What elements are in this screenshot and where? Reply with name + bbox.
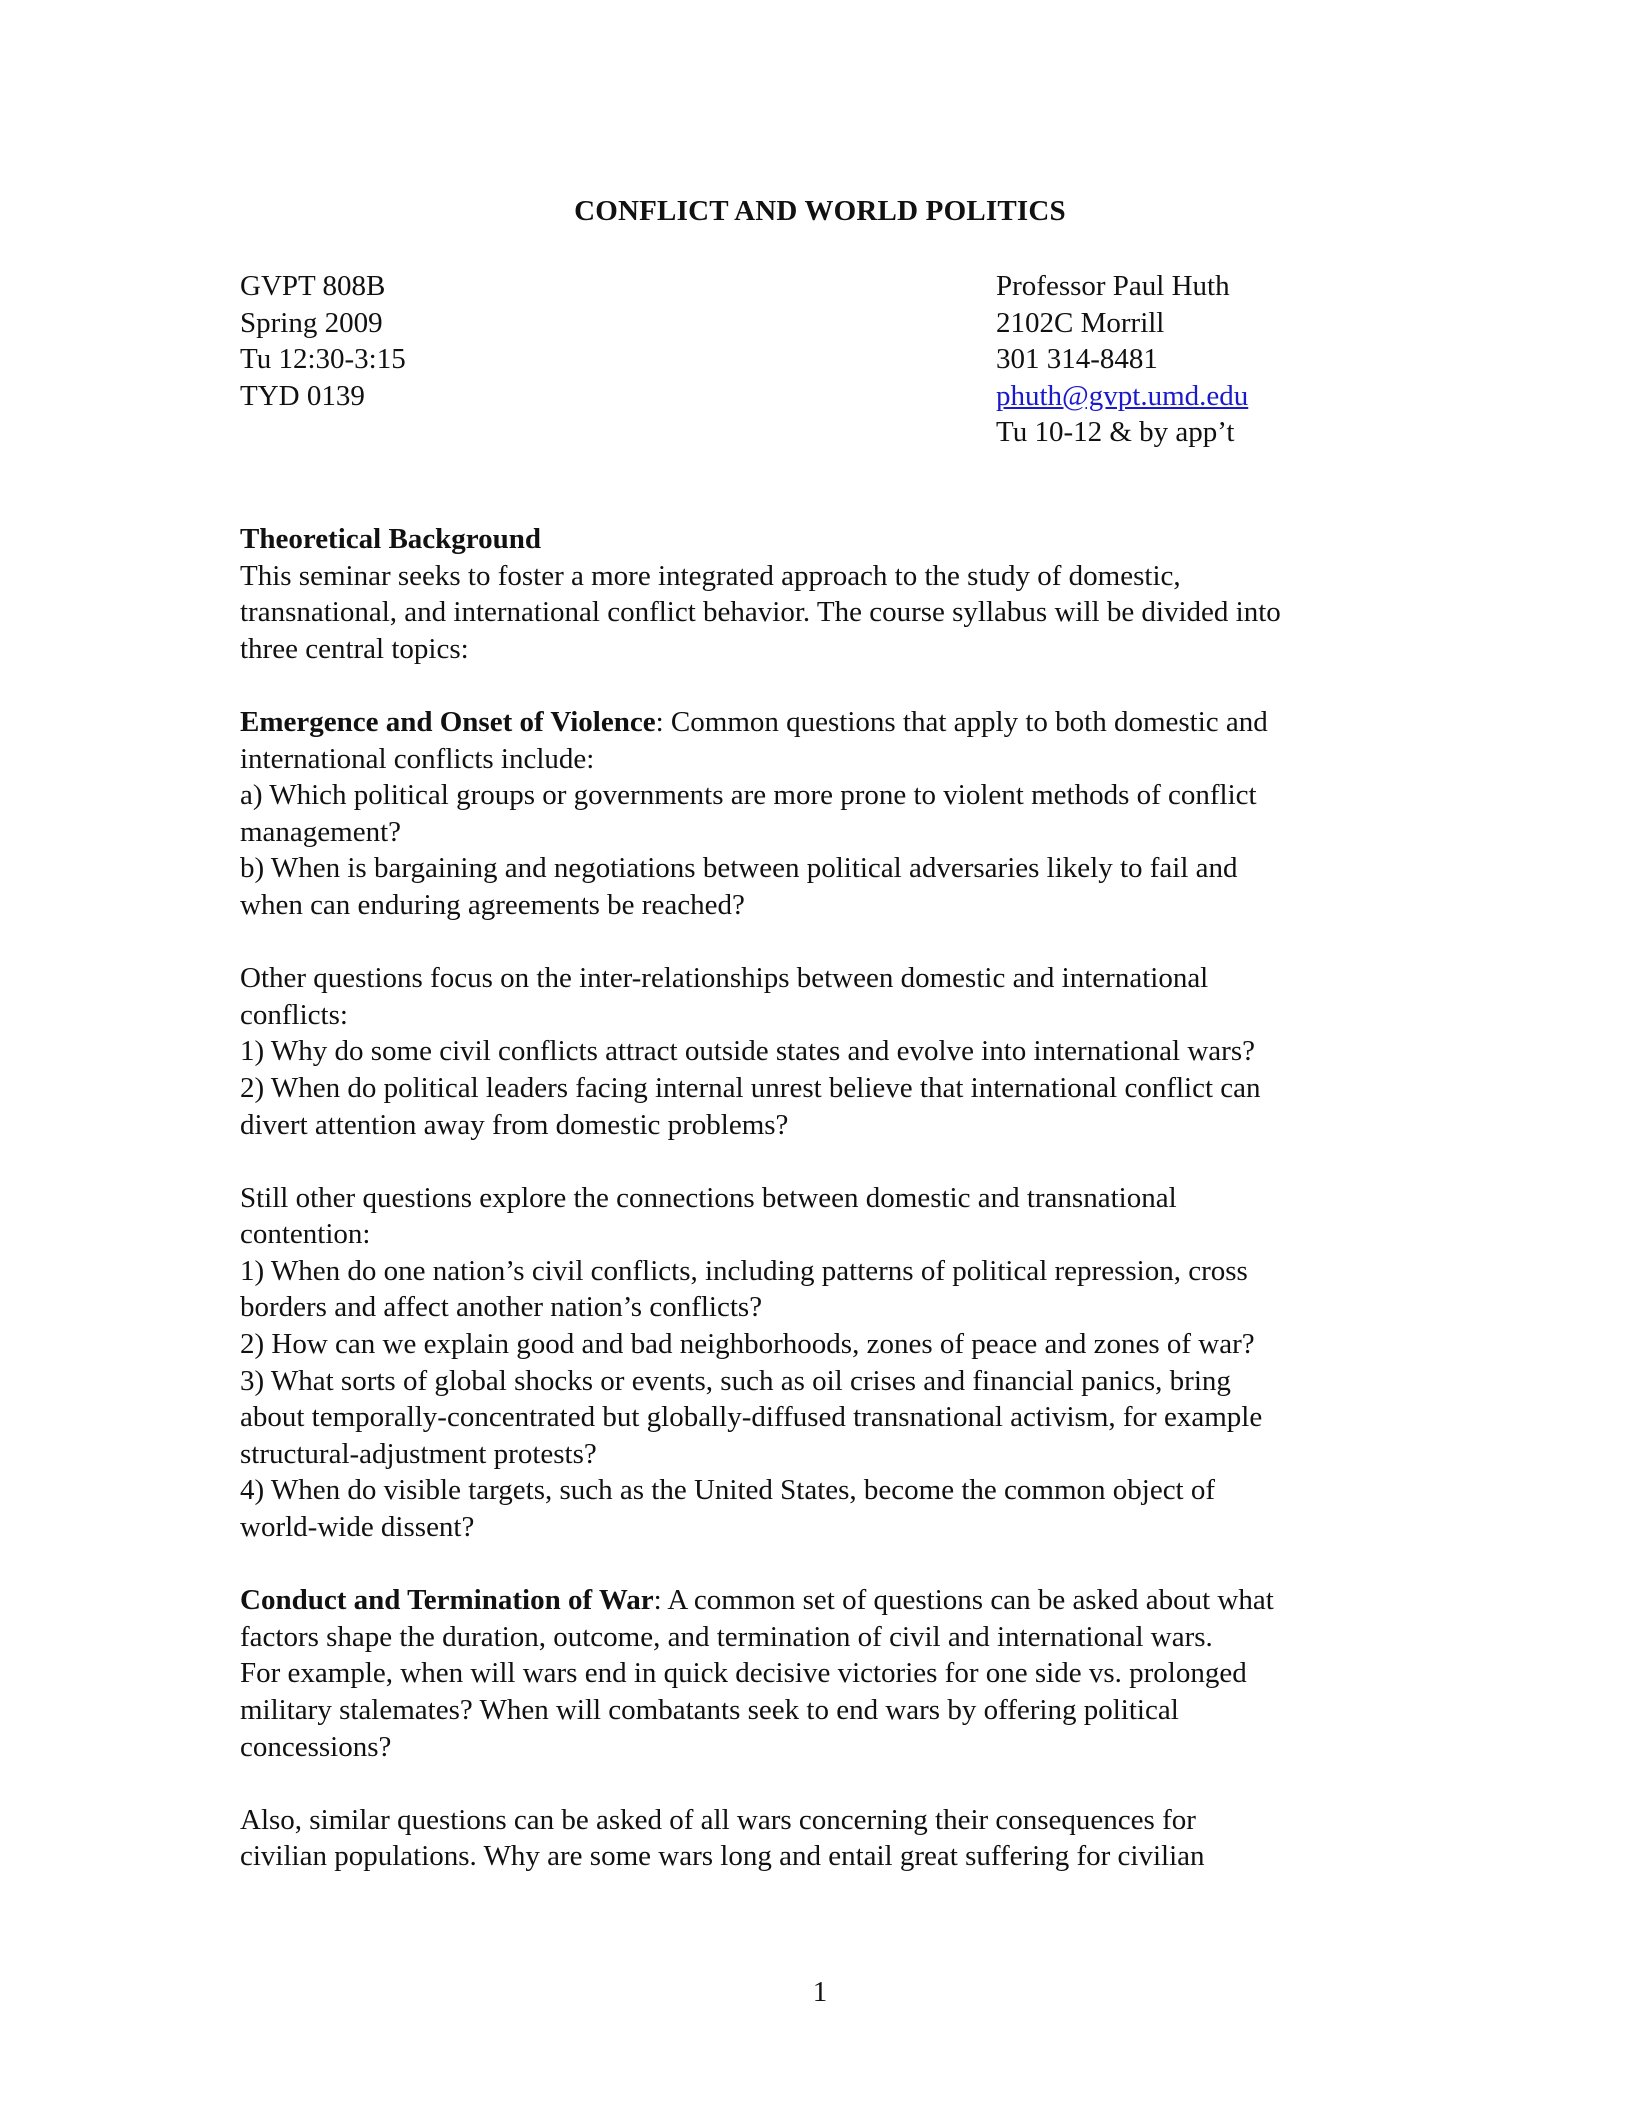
course-info-left (240, 268, 406, 414)
paragraph-line: a) Which political groups or governments are more prone to violent methods of conflict (240, 779, 1257, 812)
document-title: CONFLICT AND WORLD POLITICS (574, 195, 1066, 227)
paragraph-line: contention: (240, 1218, 371, 1251)
paragraph-line: when can enduring agreements be reached? (240, 888, 745, 921)
course-info-right (996, 268, 1248, 451)
course-time: Tu 12:30-3:15 (240, 343, 406, 376)
paragraph-line: 4) When do visible targets, such as the United States, become the common object of (240, 1474, 1216, 1507)
paragraph-line: b) When is bargaining and negotiations between political adversaries likely to fail and (240, 852, 1238, 885)
paragraph-line: world-wide dissent? (240, 1511, 475, 1544)
inline-text: : A common set of questions can be asked about what (653, 1584, 1274, 1617)
paragraph-line: military stalemates? When will combatants seek to end wars by offering political (240, 1694, 1179, 1726)
document-body (240, 521, 1410, 1875)
section-still-other-questions (240, 1180, 1410, 1546)
paragraph-line: Other questions focus on the inter-relationships between domestic and international (240, 962, 1209, 995)
paragraph-line: divert attention away from domestic problems? (240, 1108, 789, 1141)
paragraph-line: 3) What sorts of global shocks or events, such as oil crises and financial panics, bring (240, 1364, 1231, 1397)
paragraph-line: 1) Why do some civil conflicts attract outside states and evolve into international wars? (240, 1035, 1255, 1068)
paragraph-line: about temporally-concentrated but globally-diffused transnational activism, for example (240, 1401, 1263, 1434)
section-theoretical-background (240, 521, 1410, 667)
paragraph-line: three central topics: (240, 632, 469, 665)
paragraph-line: 1) When do one nation’s civil conflicts, including patterns of political repression, cross (240, 1254, 1248, 1287)
paragraph-line: factors shape the duration, outcome, and termination of civil and international wars. (240, 1620, 1213, 1653)
professor-name: Professor Paul Huth (996, 270, 1230, 302)
paragraph-line: civilian populations. Why are some wars long and entail great suffering for civilian (240, 1840, 1205, 1873)
paragraph-line: concessions? (240, 1730, 392, 1763)
paragraph-line: transnational, and international conflict behavior. The course syllabus will be divided into (240, 596, 1281, 629)
paragraph-line: international conflicts include: (240, 742, 595, 775)
paragraph-line: For example, when will wars end in quick decisive victories for one side vs. prolonged (240, 1657, 1247, 1690)
inline-heading: Conduct and Termination of War (240, 1584, 654, 1617)
page-number: 1 (812, 1976, 828, 2008)
paragraph-line (240, 1582, 1410, 1619)
paragraph-line: Also, similar questions can be asked of all wars concerning their consequences for (240, 1803, 1196, 1836)
paragraph-line: conflicts: (240, 998, 348, 1031)
paragraph-line: management? (240, 815, 402, 848)
paragraph-line (240, 704, 1410, 741)
phone-number: 301 314-8481 (996, 343, 1158, 376)
paragraph-line: borders and affect another nation’s conflicts? (240, 1291, 763, 1324)
office-location: 2102C Morrill (996, 306, 1165, 339)
paragraph-line: Still other questions explore the connections between domestic and transnational (240, 1181, 1177, 1214)
email-link[interactable]: phuth@gvpt.umd.edu (996, 379, 1249, 412)
section-other-questions (240, 960, 1410, 1143)
inline-heading: Emergence and Onset of Violence (240, 705, 656, 738)
section-heading: Theoretical Background (240, 523, 542, 555)
paragraph-line: This seminar seeks to foster a more integrated approach to the study of domestic, (240, 559, 1181, 592)
course-term: Spring 2009 (240, 306, 383, 339)
office-hours: Tu 10-12 & by app’t (996, 416, 1235, 449)
course-code: GVPT 808B (240, 270, 386, 302)
section-civilian-consequences (240, 1802, 1410, 1875)
course-room: TYD 0139 (240, 379, 365, 412)
paragraph-line: 2) When do political leaders facing internal unrest believe that international conflict can (240, 1071, 1261, 1104)
paragraph-line: 2) How can we explain good and bad neighborhoods, zones of peace and zones of war? (240, 1328, 1255, 1361)
section-emergence (240, 704, 1410, 924)
inline-text: : Common questions that apply to both domestic and (655, 705, 1268, 738)
section-conduct-termination (240, 1582, 1410, 1765)
paragraph-line: structural-adjustment protests? (240, 1437, 597, 1470)
